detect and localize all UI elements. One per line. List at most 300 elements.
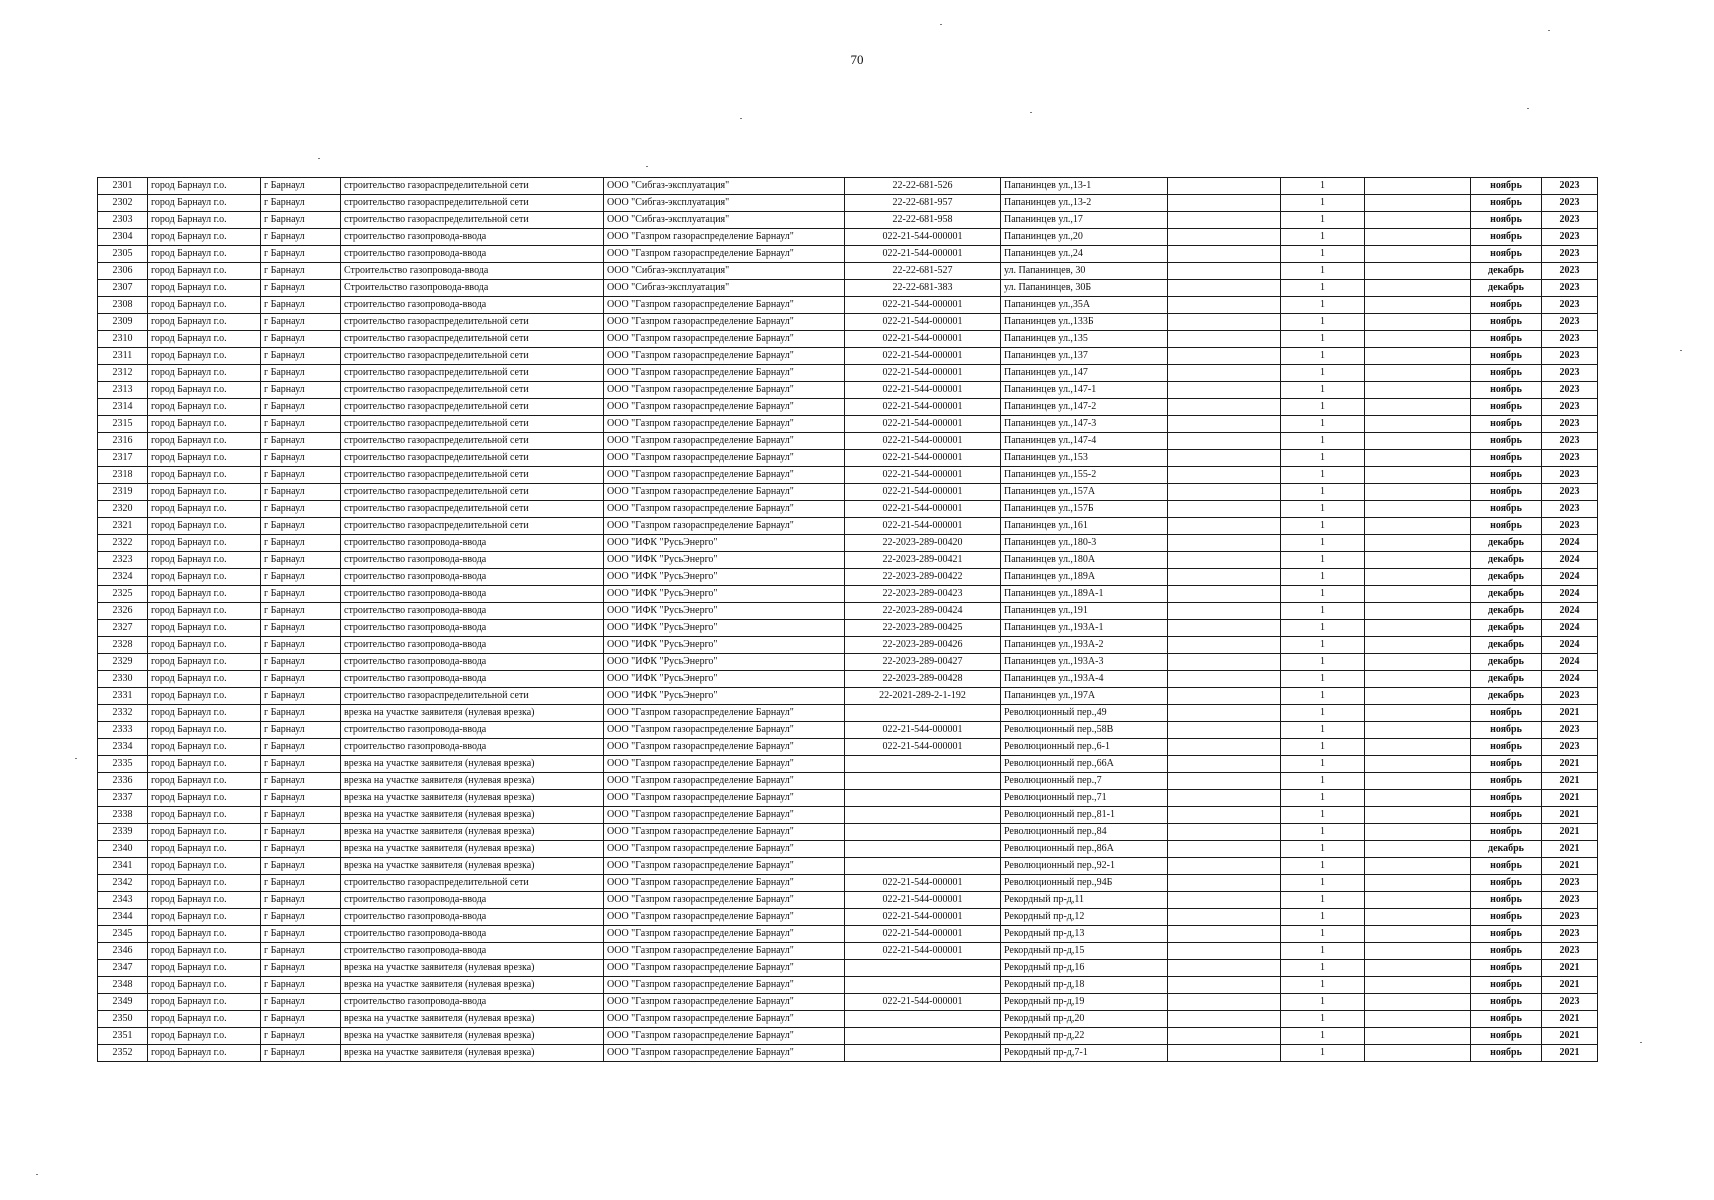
year-cell: 2024 [1542,586,1598,603]
municipality-cell: город Барнаул г.о. [148,212,261,229]
contract-number-cell: 022-21-544-000001 [845,943,1001,960]
settlement-cell: г Барнаул [261,280,341,297]
organization-cell: ООО "Газпром газораспределение Барнаул" [604,365,845,382]
row-number: 2343 [98,892,148,909]
contract-number-cell: 022-21-544-000001 [845,994,1001,1011]
row-number: 2322 [98,535,148,552]
year-cell: 2023 [1542,382,1598,399]
work-type-cell: строительство газораспределительной сети [341,518,604,535]
row-number: 2325 [98,586,148,603]
address-cell: Папанинцев ул.,147-1 [1001,382,1168,399]
organization-cell: ООО "Газпром газораспределение Барнаул" [604,382,845,399]
note-cell [1365,807,1471,824]
table-row [98,348,1598,365]
settlement-cell: г Барнаул [261,467,341,484]
contract-number-cell: 022-21-544-000001 [845,433,1001,450]
contract-number-cell: 022-21-544-000001 [845,739,1001,756]
extra-cell [1168,994,1281,1011]
month-cell: ноябрь [1471,705,1542,722]
municipality-cell: город Барнаул г.о. [148,501,261,518]
address-cell: Папанинцев ул.,17 [1001,212,1168,229]
work-type-cell: строительство газопровода-ввода [341,246,604,263]
note-cell [1365,909,1471,926]
organization-cell: ООО "Газпром газораспределение Барнаул" [604,501,845,518]
row-number: 2338 [98,807,148,824]
contract-number-cell [845,841,1001,858]
month-cell: ноябрь [1471,875,1542,892]
year-cell: 2024 [1542,671,1598,688]
organization-cell: ООО "ИФК "РусьЭнерго" [604,637,845,654]
contract-number-cell: 022-21-544-000001 [845,382,1001,399]
contract-number-cell: 22-22-681-527 [845,263,1001,280]
contract-number-cell: 22-2023-289-00424 [845,603,1001,620]
work-type-cell: строительство газопровода-ввода [341,620,604,637]
year-cell: 2024 [1542,535,1598,552]
municipality-cell: город Барнаул г.о. [148,1045,261,1062]
year-cell: 2023 [1542,926,1598,943]
quantity-cell: 1 [1281,246,1365,263]
quantity-cell: 1 [1281,552,1365,569]
work-type-cell: строительство газопровода-ввода [341,297,604,314]
work-type-cell: строительство газораспределительной сети [341,416,604,433]
contract-number-cell: 22-22-681-958 [845,212,1001,229]
note-cell [1365,892,1471,909]
work-type-cell: строительство газопровода-ввода [341,909,604,926]
quantity-cell: 1 [1281,977,1365,994]
quantity-cell: 1 [1281,756,1365,773]
address-cell: Папанинцев ул.,147-4 [1001,433,1168,450]
municipality-cell: город Барнаул г.о. [148,790,261,807]
year-cell: 2023 [1542,178,1598,195]
quantity-cell: 1 [1281,654,1365,671]
address-cell: Рекордный пр-д,16 [1001,960,1168,977]
table-row [98,688,1598,705]
table-row [98,297,1598,314]
settlement-cell: г Барнаул [261,841,341,858]
month-cell: ноябрь [1471,433,1542,450]
quantity-cell: 1 [1281,773,1365,790]
table-row [98,382,1598,399]
extra-cell [1168,314,1281,331]
address-cell: Рекордный пр-д,15 [1001,943,1168,960]
work-type-cell: врезка на участке заявителя (нулевая врезка) [341,858,604,875]
municipality-cell: город Барнаул г.о. [148,705,261,722]
year-cell: 2024 [1542,654,1598,671]
extra-cell [1168,603,1281,620]
settlement-cell: г Барнаул [261,807,341,824]
municipality-cell: город Барнаул г.о. [148,314,261,331]
contract-number-cell [845,960,1001,977]
municipality-cell: город Барнаул г.о. [148,773,261,790]
quantity-cell: 1 [1281,926,1365,943]
year-cell: 2023 [1542,875,1598,892]
contract-number-cell [845,1011,1001,1028]
quantity-cell: 1 [1281,467,1365,484]
note-cell [1365,654,1471,671]
extra-cell [1168,348,1281,365]
extra-cell [1168,501,1281,518]
table-row [98,518,1598,535]
note-cell [1365,212,1471,229]
settlement-cell: г Барнаул [261,960,341,977]
work-type-cell: строительство газораспределительной сети [341,433,604,450]
month-cell: ноябрь [1471,501,1542,518]
month-cell: ноябрь [1471,399,1542,416]
work-type-cell: строительство газопровода-ввода [341,739,604,756]
month-cell: ноябрь [1471,892,1542,909]
extra-cell [1168,620,1281,637]
extra-cell [1168,926,1281,943]
year-cell: 2023 [1542,450,1598,467]
settlement-cell: г Барнаул [261,569,341,586]
contract-number-cell: 22-2021-289-2-1-192 [845,688,1001,705]
note-cell [1365,722,1471,739]
extra-cell [1168,824,1281,841]
note-cell [1365,399,1471,416]
work-type-cell: строительство газопровода-ввода [341,722,604,739]
municipality-cell: город Барнаул г.о. [148,450,261,467]
year-cell: 2023 [1542,348,1598,365]
quantity-cell: 1 [1281,382,1365,399]
row-number: 2327 [98,620,148,637]
organization-cell: ООО "Газпром газораспределение Барнаул" [604,756,845,773]
settlement-cell: г Барнаул [261,756,341,773]
extra-cell [1168,943,1281,960]
quantity-cell: 1 [1281,297,1365,314]
table-row [98,399,1598,416]
quantity-cell: 1 [1281,1045,1365,1062]
row-number: 2330 [98,671,148,688]
month-cell: ноябрь [1471,1045,1542,1062]
municipality-cell: город Барнаул г.о. [148,824,261,841]
quantity-cell: 1 [1281,892,1365,909]
extra-cell [1168,586,1281,603]
contract-number-cell: 022-21-544-000001 [845,722,1001,739]
organization-cell: ООО "Газпром газораспределение Барнаул" [604,297,845,314]
month-cell: ноябрь [1471,807,1542,824]
year-cell: 2023 [1542,416,1598,433]
table-row [98,943,1598,960]
contract-number-cell: 022-21-544-000001 [845,450,1001,467]
address-cell: Рекордный пр-д,7-1 [1001,1045,1168,1062]
settlement-cell: г Барнаул [261,909,341,926]
note-cell [1365,501,1471,518]
table-row [98,1045,1598,1062]
year-cell: 2021 [1542,960,1598,977]
row-number: 2344 [98,909,148,926]
settlement-cell: г Барнаул [261,603,341,620]
month-cell: декабрь [1471,688,1542,705]
work-type-cell: строительство газораспределительной сети [341,450,604,467]
extra-cell [1168,773,1281,790]
organization-cell: ООО "ИФК "РусьЭнерго" [604,688,845,705]
municipality-cell: город Барнаул г.о. [148,246,261,263]
settlement-cell: г Барнаул [261,552,341,569]
work-type-cell: врезка на участке заявителя (нулевая врезка) [341,977,604,994]
work-type-cell: строительство газопровода-ввода [341,943,604,960]
month-cell: ноябрь [1471,416,1542,433]
month-cell: ноябрь [1471,212,1542,229]
settlement-cell: г Барнаул [261,263,341,280]
year-cell: 2023 [1542,263,1598,280]
work-type-cell: строительство газораспределительной сети [341,484,604,501]
month-cell: декабрь [1471,671,1542,688]
work-type-cell: строительство газопровода-ввода [341,926,604,943]
row-number: 2335 [98,756,148,773]
work-type-cell: строительство газораспределительной сети [341,467,604,484]
row-number: 2324 [98,569,148,586]
municipality-cell: город Барнаул г.о. [148,586,261,603]
note-cell [1365,450,1471,467]
scan-speck [75,758,77,759]
contract-number-cell: 22-2023-289-00426 [845,637,1001,654]
table-row [98,569,1598,586]
note-cell [1365,314,1471,331]
organization-cell: ООО "Газпром газораспределение Барнаул" [604,450,845,467]
organization-cell: ООО "Газпром газораспределение Барнаул" [604,229,845,246]
work-type-cell: строительство газопровода-ввода [341,994,604,1011]
table-row [98,824,1598,841]
organization-cell: ООО "Газпром газораспределение Барнаул" [604,943,845,960]
work-type-cell: врезка на участке заявителя (нулевая врезка) [341,773,604,790]
month-cell: ноябрь [1471,977,1542,994]
contract-number-cell: 22-2023-289-00428 [845,671,1001,688]
year-cell: 2021 [1542,705,1598,722]
table-row [98,620,1598,637]
extra-cell [1168,450,1281,467]
table-row [98,637,1598,654]
municipality-cell: город Барнаул г.о. [148,943,261,960]
municipality-cell: город Барнаул г.о. [148,688,261,705]
contract-number-cell: 022-21-544-000001 [845,484,1001,501]
work-type-cell: Строительство газопровода-ввода [341,263,604,280]
municipality-cell: город Барнаул г.о. [148,178,261,195]
scan-speck [1548,30,1550,31]
municipality-cell: город Барнаул г.о. [148,433,261,450]
month-cell: ноябрь [1471,178,1542,195]
address-cell: Папанинцев ул.,13-2 [1001,195,1168,212]
work-type-cell: строительство газораспределительной сети [341,399,604,416]
settlement-cell: г Барнаул [261,722,341,739]
address-cell: Революционный пер.,58В [1001,722,1168,739]
extra-cell [1168,841,1281,858]
work-type-cell: врезка на участке заявителя (нулевая врезка) [341,1028,604,1045]
address-cell: ул. Папанинцев, 30 [1001,263,1168,280]
quantity-cell: 1 [1281,688,1365,705]
row-number: 2306 [98,263,148,280]
work-type-cell: строительство газопровода-ввода [341,637,604,654]
settlement-cell: г Барнаул [261,399,341,416]
row-number: 2311 [98,348,148,365]
quantity-cell: 1 [1281,484,1365,501]
row-number: 2310 [98,331,148,348]
address-cell: Папанинцев ул.,137 [1001,348,1168,365]
row-number: 2315 [98,416,148,433]
table-row [98,535,1598,552]
contract-number-cell [845,705,1001,722]
work-type-cell: врезка на участке заявителя (нулевая врезка) [341,824,604,841]
organization-cell: ООО "ИФК "РусьЭнерго" [604,654,845,671]
extra-cell [1168,960,1281,977]
year-cell: 2023 [1542,739,1598,756]
quantity-cell: 1 [1281,195,1365,212]
contract-number-cell: 22-2023-289-00422 [845,569,1001,586]
municipality-cell: город Барнаул г.о. [148,382,261,399]
organization-cell: ООО "Газпром газораспределение Барнаул" [604,739,845,756]
organization-cell: ООО "Сибгаз-эксплуатация" [604,212,845,229]
table-row [98,484,1598,501]
settlement-cell: г Барнаул [261,1045,341,1062]
contract-number-cell: 022-21-544-000001 [845,314,1001,331]
extra-cell [1168,518,1281,535]
address-cell: Папанинцев ул.,153 [1001,450,1168,467]
address-cell: Папанинцев ул.,157Б [1001,501,1168,518]
note-cell [1365,348,1471,365]
note-cell [1365,1045,1471,1062]
settlement-cell: г Барнаул [261,586,341,603]
organization-cell: ООО "Газпром газораспределение Барнаул" [604,1045,845,1062]
work-type-cell: строительство газораспределительной сети [341,314,604,331]
work-type-cell: строительство газопровода-ввода [341,671,604,688]
contract-number-cell: 022-21-544-000001 [845,926,1001,943]
month-cell: ноябрь [1471,348,1542,365]
municipality-cell: город Барнаул г.о. [148,654,261,671]
settlement-cell: г Барнаул [261,926,341,943]
extra-cell [1168,382,1281,399]
extra-cell [1168,263,1281,280]
address-cell: Рекордный пр-д,11 [1001,892,1168,909]
note-cell [1365,297,1471,314]
address-cell: Рекордный пр-д,12 [1001,909,1168,926]
year-cell: 2021 [1542,824,1598,841]
quantity-cell: 1 [1281,807,1365,824]
extra-cell [1168,858,1281,875]
year-cell: 2023 [1542,501,1598,518]
year-cell: 2024 [1542,569,1598,586]
work-type-cell: строительство газопровода-ввода [341,535,604,552]
quantity-cell: 1 [1281,229,1365,246]
contract-number-cell [845,1045,1001,1062]
contract-number-cell [845,773,1001,790]
quantity-cell: 1 [1281,178,1365,195]
note-cell [1365,943,1471,960]
contract-number-cell [845,858,1001,875]
table-row [98,416,1598,433]
organization-cell: ООО "Газпром газораспределение Барнаул" [604,841,845,858]
settlement-cell: г Барнаул [261,535,341,552]
year-cell: 2021 [1542,977,1598,994]
organization-cell: ООО "Газпром газораспределение Барнаул" [604,518,845,535]
municipality-cell: город Барнаул г.о. [148,892,261,909]
work-type-cell: строительство газораспределительной сети [341,501,604,518]
extra-cell [1168,178,1281,195]
note-cell [1365,552,1471,569]
settlement-cell: г Барнаул [261,501,341,518]
organization-cell: ООО "Газпром газораспределение Барнаул" [604,705,845,722]
month-cell: декабрь [1471,620,1542,637]
quantity-cell: 1 [1281,280,1365,297]
month-cell: ноябрь [1471,246,1542,263]
scan-speck [1527,108,1529,109]
quantity-cell: 1 [1281,671,1365,688]
month-cell: ноябрь [1471,331,1542,348]
address-cell: Рекордный пр-д,13 [1001,926,1168,943]
organization-cell: ООО "Газпром газораспределение Барнаул" [604,807,845,824]
organization-cell: ООО "Газпром газораспределение Барнаул" [604,399,845,416]
settlement-cell: г Барнаул [261,637,341,654]
year-cell: 2023 [1542,229,1598,246]
settlement-cell: г Барнаул [261,943,341,960]
row-number: 2305 [98,246,148,263]
table-row [98,841,1598,858]
address-cell: Папанинцев ул.,147-2 [1001,399,1168,416]
municipality-cell: город Барнаул г.о. [148,858,261,875]
year-cell: 2023 [1542,484,1598,501]
month-cell: ноябрь [1471,365,1542,382]
quantity-cell: 1 [1281,518,1365,535]
table-row [98,467,1598,484]
extra-cell [1168,977,1281,994]
quantity-cell: 1 [1281,569,1365,586]
row-number: 2308 [98,297,148,314]
row-number: 2347 [98,960,148,977]
extra-cell [1168,688,1281,705]
organization-cell: ООО "Сибгаз-эксплуатация" [604,178,845,195]
address-cell: Папанинцев ул.,180-3 [1001,535,1168,552]
year-cell: 2023 [1542,722,1598,739]
row-number: 2301 [98,178,148,195]
quantity-cell: 1 [1281,399,1365,416]
contract-number-cell: 22-2023-289-00420 [845,535,1001,552]
quantity-cell: 1 [1281,739,1365,756]
table-row [98,280,1598,297]
municipality-cell: город Барнаул г.о. [148,841,261,858]
note-cell [1365,178,1471,195]
month-cell: ноябрь [1471,824,1542,841]
year-cell: 2023 [1542,331,1598,348]
work-type-cell: Строительство газопровода-ввода [341,280,604,297]
scan-speck [318,158,320,159]
organization-cell: ООО "Газпром газораспределение Барнаул" [604,1028,845,1045]
month-cell: ноябрь [1471,790,1542,807]
settlement-cell: г Барнаул [261,994,341,1011]
table-row [98,1011,1598,1028]
note-cell [1365,229,1471,246]
extra-cell [1168,552,1281,569]
quantity-cell: 1 [1281,960,1365,977]
table-row [98,501,1598,518]
settlement-cell: г Барнаул [261,246,341,263]
settlement-cell: г Барнаул [261,671,341,688]
scan-speck [1030,112,1032,113]
address-cell: Папанинцев ул.,189А [1001,569,1168,586]
table-row [98,229,1598,246]
contract-number-cell: 22-2023-289-00421 [845,552,1001,569]
row-number: 2309 [98,314,148,331]
quantity-cell: 1 [1281,722,1365,739]
address-cell: Папанинцев ул.,193А-1 [1001,620,1168,637]
extra-cell [1168,280,1281,297]
note-cell [1365,195,1471,212]
row-number: 2312 [98,365,148,382]
note-cell [1365,926,1471,943]
address-cell: Революционный пер.,71 [1001,790,1168,807]
organization-cell: ООО "Газпром газораспределение Барнаул" [604,1011,845,1028]
table-row [98,1028,1598,1045]
note-cell [1365,280,1471,297]
note-cell [1365,518,1471,535]
note-cell [1365,875,1471,892]
